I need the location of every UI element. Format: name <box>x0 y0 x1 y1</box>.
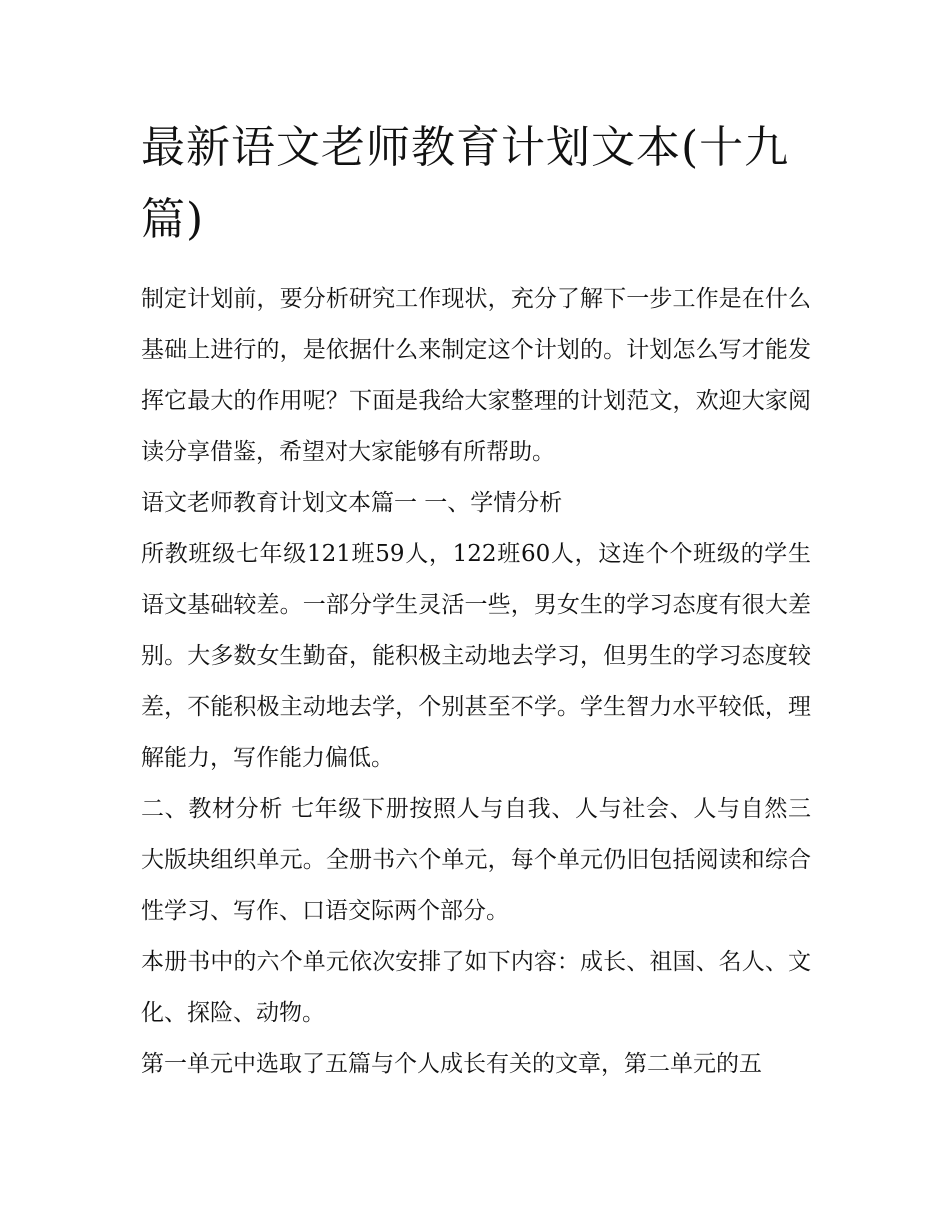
unit-contents-paragraph: 本册书中的六个单元依次安排了如下内容：成长、祖国、名人、文化、探险、动物。 <box>141 949 811 1026</box>
intro-paragraph: 制定计划前，要分析研究工作现状，充分了解下一步工作是在什么基础上进行的，是依据什么来制定这个计划的。计划怎么写才能发挥它最大的作用呢？下面是我给大家整理的计划范文，欢迎大家阅读分享借鉴，希望对大家能够有所帮助。 <box>141 286 811 465</box>
textbook-analysis-paragraph: 二、教材分析 七年级下册按照人与自我、人与社会、人与自然三大版块组织单元。全册书六个单元，每个单元仍旧包括阅读和综合性学习、写作、口语交际两个部分。 <box>141 796 811 924</box>
document-title: 最新语文老师教育计划文本(十九篇) <box>141 122 790 245</box>
first-unit-paragraph: 第一单元中选取了五篇与个人成长有关的文章，第二单元的五 <box>141 1051 762 1077</box>
learning-analysis-paragraph: 所教班级七年级121班59人，122班60人，这连个个班级的学生语文基础较差。一部分学生灵活一些，男女生的学习态度有很大差别。大多数女生勤奋，能积极主动地去学习，但男生的学习态度较差，不能积极主动地去学，个别甚至不学。学生智力水平较低，理解能力，写作能力偏低。 <box>141 541 811 771</box>
document-body <box>141 112 811 1090</box>
section-heading-learning-analysis: 语文老师教育计划文本篇一 一、学情分析 <box>141 490 563 516</box>
